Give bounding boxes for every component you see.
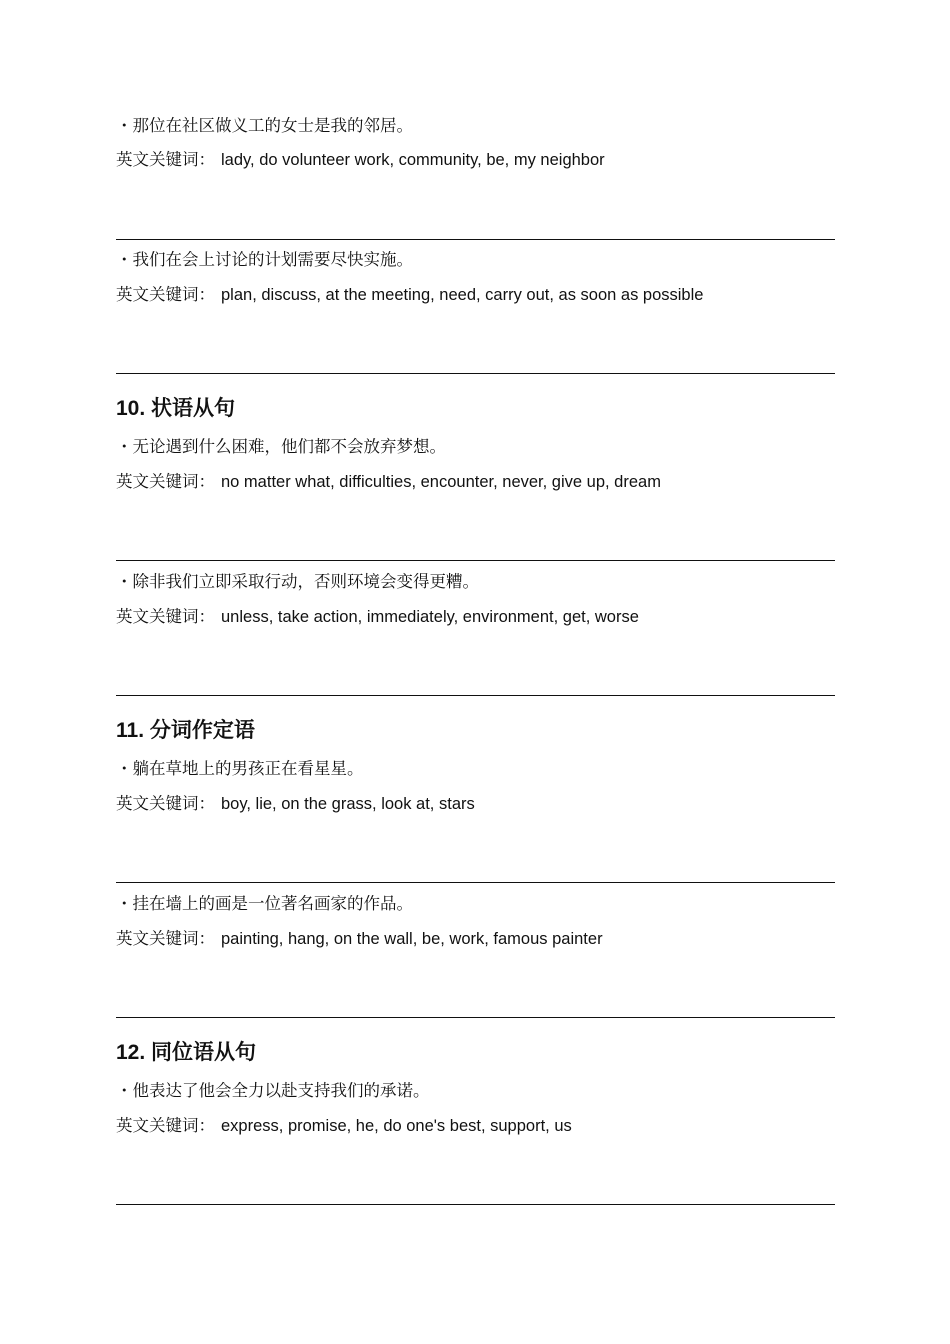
- keywords-label: 英文关键词：: [116, 795, 215, 813]
- keywords-label: 英文关键词：: [116, 473, 215, 491]
- keywords-label: 英文关键词：: [116, 1117, 215, 1135]
- keywords-label: 英文关键词：: [116, 930, 215, 948]
- section-heading: 12. 同位语从句: [116, 1041, 257, 1064]
- keywords-text: plan, discuss, at the meeting, need, carry out, as soon as possible: [221, 286, 704, 304]
- exercise-keywords-line: [116, 472, 661, 492]
- answer-line: [116, 239, 835, 240]
- exercise-sentence: ・躺在草地上的男孩正在看星星。: [116, 760, 364, 778]
- keywords-label: 英文关键词：: [116, 608, 215, 626]
- keywords-text: boy, lie, on the grass, look at, stars: [221, 795, 475, 813]
- answer-line: [116, 1017, 835, 1018]
- keywords-text: express, promise, he, do one's best, support, us: [221, 1117, 572, 1135]
- keywords-text: no matter what, difficulties, encounter, never, give up, dream: [221, 473, 661, 491]
- answer-line: [116, 373, 835, 374]
- keywords-text: lady, do volunteer work, community, be, my neighbor: [221, 151, 605, 169]
- exercise-keywords-line: [116, 285, 703, 305]
- keywords-label: 英文关键词：: [116, 151, 215, 169]
- keywords-text: painting, hang, on the wall, be, work, famous painter: [221, 930, 603, 948]
- exercise-keywords-line: [116, 794, 475, 814]
- exercise-sentence: ・挂在墙上的画是一位著名画家的作品。: [116, 895, 413, 913]
- answer-line: [116, 882, 835, 883]
- answer-line: [116, 560, 835, 561]
- answer-line: [116, 695, 835, 696]
- keywords-text: unless, take action, immediately, environment, get, worse: [221, 608, 639, 626]
- exercise-sentence: ・我们在会上讨论的计划需要尽快实施。: [116, 251, 413, 269]
- keywords-label: 英文关键词：: [116, 286, 215, 304]
- section-heading: 11. 分词作定语: [116, 719, 255, 742]
- section-heading: 10. 状语从句: [116, 397, 236, 420]
- exercise-sentence: ・除非我们立即采取行动，否则环境会变得更糟。: [116, 573, 479, 591]
- exercise-sentence: ・他表达了他会全力以赴支持我们的承诺。: [116, 1082, 430, 1100]
- exercise-sentence: ・那位在社区做义工的女士是我的邻居。: [116, 117, 413, 135]
- exercise-sentence: ・无论遇到什么困难，他们都不会放弃梦想。: [116, 438, 446, 456]
- exercise-keywords-line: [116, 929, 603, 949]
- exercise-keywords-line: [116, 1116, 572, 1136]
- exercise-keywords-line: [116, 607, 639, 627]
- answer-line: [116, 1204, 835, 1205]
- exercise-keywords-line: [116, 150, 605, 170]
